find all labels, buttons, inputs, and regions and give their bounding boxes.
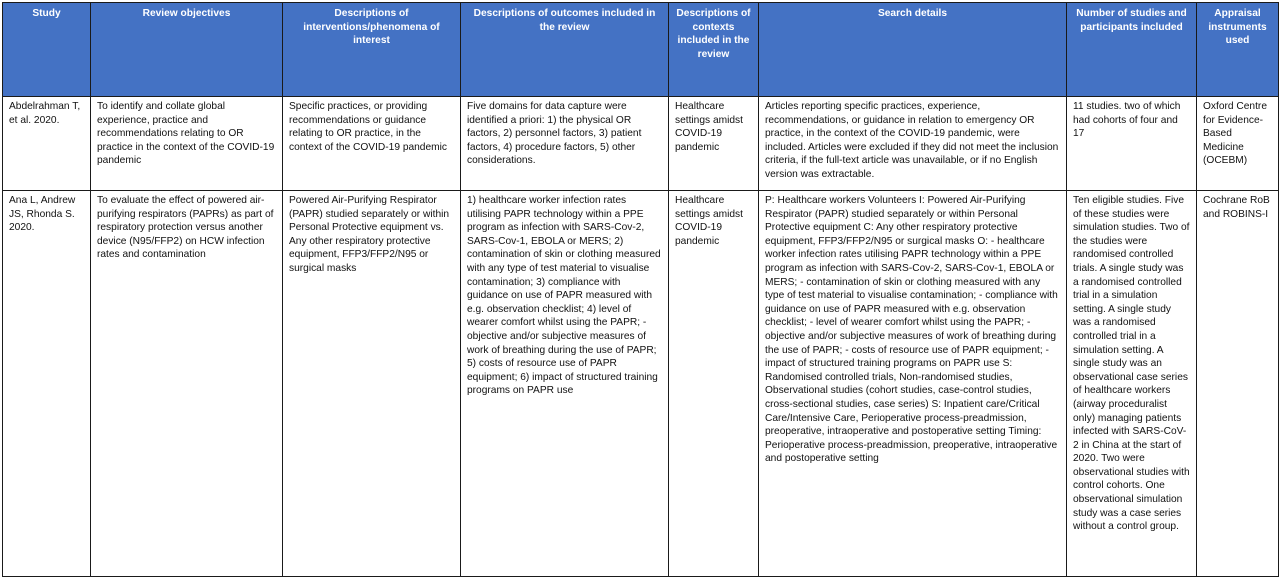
header-row (3, 3, 1279, 97)
cell-study: Abdelrahman T, et al. 2020. (3, 97, 91, 191)
header-review-objectives: Review objectives (91, 3, 283, 97)
cell-number-of-studies: Ten eligible studies. Five of these studies were simulation studies. Two of the studies were randomised controlled trials. A single study was a randomised controlled trial in a simulation setting. A single study was a randomised controlled trial in a simulation setting. A single study was an observational case series of healthcare workers (airway proceduralist only) managing patients infected with SARS-CoV-2 in China at the start of 2020. Two were observational studies with control cohorts. One observational simulation study was a case series without a control group. (1067, 191, 1197, 577)
cell-study: Ana L, Andrew JS, Rhonda S. 2020. (3, 191, 91, 577)
cell-number-of-studies: 11 studies. two of which had cohorts of four and 17 (1067, 97, 1197, 191)
cell-search-details: P: Healthcare workers Volunteers I: Powered Air-Purifying Respirator (PAPR) studied separately or within Personal Protective equipment C: Any other respiratory protective equipment, FFP3/FFP2/N95 or surgical masks O: - healthcare worker infection rates utilising PAPR technology within a PPE program as infection with SARS-Cov-2, SARS-Cov-1, EBOLA or MERS; - contamination of skin or clothing measured with any type of test material to visualise contamination; - compliance with guidance on use of PAPR measured with e.g. observation checklist; - level of wearer comfort whilst using the PAPR; - objective and/or subjective measures of work of breathing during the use of PAPR; - costs of resource use of PAPR equipment; - impact of structured training programs on PAPR use S: Randomised controlled trials, Non-randomised studies, Observational studies (cohort studies, case-control studies, cross-sectional studies, case series) S: Inpatient care/Critical Care/Intensive Care, Perioperative process-preadmission, preoperative, intraoperative and postoperative setting Timing: Perioperative process-preadmission, preoperative, intraoperative and postoperative setting (759, 191, 1067, 577)
cell-appraisal: Cochrane RoB and ROBINS-I (1197, 191, 1279, 577)
cell-outcomes: 1) healthcare worker infection rates utilising PAPR technology within a PPE program as infection with SARS-Cov-2, SARS-Cov-1, EBOLA or MERS; 2) contamination of skin or clothing measured with any type of test material to visualise contamination; 3) compliance with guidance on use of PAPR measured with e.g. observation checklist; 4) level of wearer comfort whilst using the PAPR; - objective and/or subjective measures of work of breathing during the use of PAPR; 5) costs of resource use of PAPR equipment; 6) impact of structured training programs on PAPR use (461, 191, 669, 577)
header-appraisal-instruments: Appraisal instruments used (1197, 3, 1279, 97)
header-interventions: Descriptions of interventions/phenomena of interest (283, 3, 461, 97)
header-study: Study (3, 3, 91, 97)
cell-objectives: To identify and collate global experience, practice and recommendations relating to OR practice in the context of the COVID-19 pandemic (91, 97, 283, 191)
cell-interventions: Specific practices, or providing recommendations or guidance relating to OR practice, in the context of the COVID-19 pandemic (283, 97, 461, 191)
table-row (3, 97, 1279, 191)
cell-contexts: Healthcare settings amidst COVID-19 pandemic (669, 97, 759, 191)
header-outcomes: Descriptions of outcomes included in the review (461, 3, 669, 97)
cell-interventions: Powered Air-Purifying Respirator (PAPR) studied separately or within Personal Protective equipment vs. Any other respiratory protective equipment, FFP3/FFP2/N95 or surgical masks (283, 191, 461, 577)
cell-appraisal: Oxford Centre for Evidence-Based Medicine (OCEBM) (1197, 97, 1279, 191)
cell-search-details: Articles reporting specific practices, experience, recommendations, or guidance in relation to emergency OR practice, in the context of the COVID-19 pandemic, were included. Articles were excluded if they did not meet the inclusion criteria, if the full-text article was unavailable, or if no English version was extractable. (759, 97, 1067, 191)
header-search-details: Search details (759, 3, 1067, 97)
review-characteristics-table (2, 2, 1279, 577)
cell-objectives: To evaluate the effect of powered air-purifying respirators (PAPRs) as part of respiratory protection versus another device (N95/FFP2) on HCW infection rates and contamination (91, 191, 283, 577)
table-row (3, 191, 1279, 577)
cell-outcomes: Five domains for data capture were identified a priori: 1) the physical OR factors, 2) personnel factors, 3) patient factors, 4) procedure factors, 5) other considerations. (461, 97, 669, 191)
header-number-of-studies: Number of studies and participants included (1067, 3, 1197, 97)
cell-contexts: Healthcare settings amidst COVID-19 pandemic (669, 191, 759, 577)
header-contexts: Descriptions of contexts included in the review (669, 3, 759, 97)
